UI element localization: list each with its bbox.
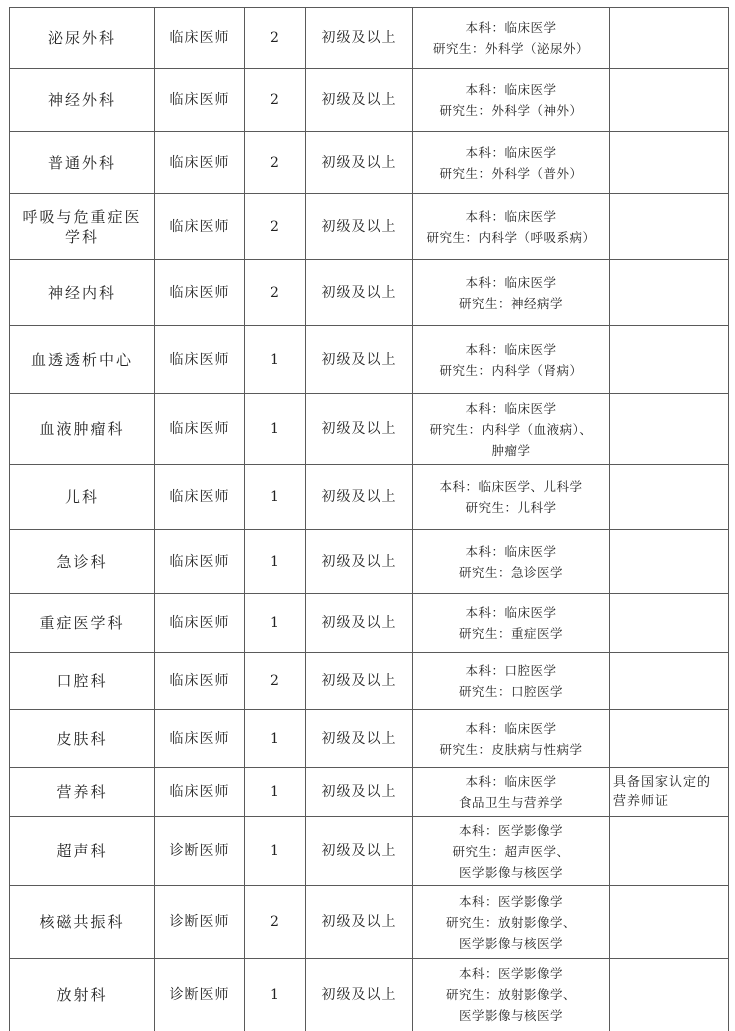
cell-text-line: 本科：口腔医学: [465, 663, 557, 678]
requirement-cell: [413, 530, 610, 594]
cell-text: 临床医师: [169, 553, 230, 570]
table-row: [10, 132, 729, 194]
cell-text-line: 核磁共振科: [39, 913, 125, 931]
position-cell: [155, 817, 245, 886]
cell-text: 诊断医师: [169, 986, 230, 1003]
cell-text-line: 研究生：急诊医学: [458, 564, 563, 580]
count-cell: [245, 8, 306, 69]
cell-text: 初级及以上: [321, 154, 397, 171]
cell-text-line: 血液肿瘤科: [39, 420, 125, 438]
position-cell: [155, 394, 245, 465]
cell-text: 临床医师: [169, 30, 230, 46]
table-row: [10, 8, 729, 69]
cell-text: 初级及以上: [321, 673, 397, 689]
department-cell: [10, 594, 155, 653]
cell-text-line: 研究生：神经病学: [458, 295, 563, 311]
count-cell: [245, 530, 306, 594]
note-cell: [610, 530, 729, 594]
cell-text-line: 本科：临床医学: [465, 274, 557, 290]
title-cell: [306, 69, 413, 132]
note-cell: [610, 465, 729, 530]
count-cell: [245, 768, 306, 817]
cell-text: 临床医师: [169, 784, 230, 800]
position-cell: [155, 594, 245, 653]
title-cell: [306, 594, 413, 653]
requirement-cell: [413, 194, 610, 260]
title-cell: [306, 326, 413, 394]
department-cell: [10, 326, 155, 394]
requirement-cell: [413, 8, 610, 69]
cell-text: 1: [270, 553, 280, 570]
table-row: [10, 394, 729, 465]
cell-text-line: 营养师证: [613, 794, 670, 809]
position-cell: [155, 768, 245, 817]
note-cell: [610, 817, 729, 886]
requirement-cell: [413, 69, 610, 132]
department-cell: [10, 260, 155, 326]
cell-text-line: 本科：医学影像学: [458, 966, 563, 982]
count-cell: [245, 194, 306, 260]
department-cell: [10, 465, 155, 530]
cell-text: 临床医师: [169, 351, 230, 368]
requirement-cell: [413, 710, 610, 768]
title-cell: [306, 530, 413, 594]
requirement-cell: [413, 394, 610, 465]
cell-text-line: 本科：临床医学: [465, 341, 557, 357]
count-cell: [245, 260, 306, 326]
cell-text-line: 医学影像与核医学: [458, 935, 563, 951]
title-cell: [306, 194, 413, 260]
cell-text: 1: [270, 986, 280, 1003]
cell-text-line: 本科：临床医学: [465, 20, 557, 35]
cell-text-line: 本科：临床医学: [465, 82, 557, 97]
title-cell: [306, 260, 413, 326]
table-row: [10, 465, 729, 530]
title-cell: [306, 768, 413, 817]
count-cell: [245, 394, 306, 465]
cell-text-line: 普通外科: [47, 153, 116, 172]
cell-text: 2: [270, 154, 280, 171]
note-cell: [610, 959, 729, 1031]
requirement-cell: [413, 260, 610, 326]
cell-text-line: 本科：临床医学: [465, 400, 557, 416]
cell-text: 临床医师: [169, 615, 230, 631]
note-cell: [610, 768, 729, 817]
table-row: [10, 594, 729, 653]
cell-text-line: 学科: [64, 227, 99, 246]
cell-text: 临床医师: [169, 489, 230, 505]
count-cell: [245, 653, 306, 710]
requirement-cell: [413, 959, 610, 1031]
table-row: [10, 194, 729, 260]
count-cell: [245, 132, 306, 194]
cell-text-line: 医学影像与核医学: [458, 1008, 563, 1024]
position-cell: [155, 959, 245, 1031]
note-cell: [610, 326, 729, 394]
requirement-cell: [413, 594, 610, 653]
note-cell: [610, 194, 729, 260]
position-cell: [155, 260, 245, 326]
department-cell: [10, 886, 155, 959]
department-cell: [10, 817, 155, 886]
cell-text: 初级及以上: [321, 489, 397, 505]
recruitment-table: [9, 7, 729, 1031]
note-cell: [610, 886, 729, 959]
department-cell: [10, 8, 155, 69]
department-cell: [10, 530, 155, 594]
cell-text-line: 具备国家认定的: [613, 775, 712, 790]
cell-text-line: 肿瘤学: [491, 442, 531, 458]
cell-text-line: 研究生：超声医学、: [452, 843, 570, 859]
cell-text-line: 研究生：放射影像学、: [445, 914, 576, 930]
position-cell: [155, 465, 245, 530]
cell-text: 临床医师: [169, 421, 230, 437]
cell-text-line: 本科：临床医学: [465, 208, 557, 224]
cell-text: 临床医师: [169, 92, 230, 108]
cell-text: 2: [270, 92, 280, 108]
cell-text: 初级及以上: [321, 553, 397, 570]
department-cell: [10, 132, 155, 194]
cell-text: 初级及以上: [321, 615, 397, 631]
cell-text-line: 神经内科: [47, 283, 116, 302]
cell-text-line: 本科：医学影像学: [458, 893, 563, 909]
table-row: [10, 530, 729, 594]
title-cell: [306, 394, 413, 465]
cell-text: 2: [270, 673, 280, 689]
table-row: [10, 886, 729, 959]
count-cell: [245, 710, 306, 768]
count-cell: [245, 594, 306, 653]
position-cell: [155, 132, 245, 194]
cell-text: 初级及以上: [321, 92, 397, 108]
cell-text: 2: [270, 30, 280, 46]
table-row: [10, 959, 729, 1031]
cell-text: 初级及以上: [321, 784, 397, 800]
title-cell: [306, 886, 413, 959]
cell-text-line: 本科：临床医学: [465, 605, 557, 620]
cell-text: 临床医师: [169, 154, 230, 171]
requirement-cell: [413, 886, 610, 959]
requirement-cell: [413, 326, 610, 394]
cell-text: 初级及以上: [321, 914, 397, 930]
cell-text-line: 研究生：内科学（血液病）、: [429, 421, 593, 437]
cell-text: 临床医师: [169, 284, 230, 301]
cell-text-line: 研究生：重症医学: [458, 626, 563, 641]
cell-text-line: 本科：临床医学: [465, 543, 557, 559]
cell-text-line: 本科：医学影像学: [458, 822, 563, 838]
note-cell: [610, 132, 729, 194]
table-row: [10, 260, 729, 326]
cell-text: 诊断医师: [169, 843, 230, 859]
cell-text: 初级及以上: [321, 421, 397, 437]
cell-text-line: 研究生：内科学（呼吸系病）: [426, 229, 596, 245]
department-cell: [10, 394, 155, 465]
cell-text: 初级及以上: [321, 843, 397, 859]
note-cell: [610, 653, 729, 710]
cell-text-line: 泌尿外科: [47, 29, 116, 47]
cell-text: 临床医师: [169, 730, 230, 747]
cell-text-line: 放射科: [56, 985, 108, 1004]
requirement-cell: [413, 132, 610, 194]
cell-text-line: 重症医学科: [39, 614, 125, 632]
note-cell: [610, 394, 729, 465]
title-cell: [306, 710, 413, 768]
count-cell: [245, 817, 306, 886]
cell-text: 1: [270, 784, 280, 800]
cell-text: 初级及以上: [321, 30, 397, 46]
cell-text-line: 急诊科: [56, 552, 108, 571]
cell-text-line: 研究生：儿科学: [465, 500, 557, 515]
count-cell: [245, 886, 306, 959]
cell-text: 临床医师: [169, 673, 230, 689]
department-cell: [10, 194, 155, 260]
cell-text: 2: [270, 284, 280, 301]
cell-text: 1: [270, 843, 280, 859]
cell-text-line: 皮肤科: [56, 729, 108, 748]
requirement-cell: [413, 465, 610, 530]
cell-text-line: 食品卫生与营养学: [458, 795, 563, 810]
cell-text: 1: [270, 421, 280, 437]
cell-text-line: 研究生：内科学（肾病）: [439, 362, 583, 378]
position-cell: [155, 710, 245, 768]
cell-text-line: 本科：临床医学: [465, 774, 557, 789]
title-cell: [306, 959, 413, 1031]
cell-text-line: 研究生：放射影像学、: [445, 987, 576, 1003]
note-cell: [610, 710, 729, 768]
cell-text-line: 研究生：皮肤病与性病学: [439, 741, 583, 757]
cell-text: 初级及以上: [321, 351, 397, 368]
cell-text: 诊断医师: [169, 914, 230, 930]
department-cell: [10, 959, 155, 1031]
position-cell: [155, 886, 245, 959]
department-cell: [10, 653, 155, 710]
note-cell: [610, 8, 729, 69]
cell-text: 初级及以上: [321, 730, 397, 747]
table-row: [10, 653, 729, 710]
table-body: [10, 8, 729, 1031]
cell-text: 1: [270, 730, 280, 747]
position-cell: [155, 8, 245, 69]
cell-text-line: 研究生：口腔医学: [458, 684, 563, 699]
cell-text: 临床医师: [169, 218, 230, 235]
count-cell: [245, 69, 306, 132]
cell-text-line: 神经外科: [47, 91, 116, 109]
position-cell: [155, 326, 245, 394]
cell-text: 2: [270, 218, 280, 235]
cell-text: 1: [270, 615, 280, 631]
note-cell: [610, 260, 729, 326]
count-cell: [245, 465, 306, 530]
cell-text-line: 超声科: [56, 842, 108, 860]
requirement-cell: [413, 768, 610, 817]
cell-text-line: 本科：临床医学: [465, 720, 557, 736]
department-cell: [10, 768, 155, 817]
title-cell: [306, 8, 413, 69]
count-cell: [245, 326, 306, 394]
note-cell: [610, 594, 729, 653]
table-row: [10, 768, 729, 817]
title-cell: [306, 132, 413, 194]
cell-text-line: 儿科: [64, 488, 99, 506]
table-row: [10, 326, 729, 394]
cell-text-line: 研究生：外科学（神外）: [439, 103, 583, 118]
cell-text: 1: [270, 351, 280, 368]
position-cell: [155, 194, 245, 260]
table-row: [10, 69, 729, 132]
table-row: [10, 710, 729, 768]
position-cell: [155, 69, 245, 132]
cell-text-line: 血透透析中心: [30, 350, 133, 369]
position-cell: [155, 530, 245, 594]
cell-text: 2: [270, 914, 280, 930]
table-row: [10, 817, 729, 886]
requirement-cell: [413, 817, 610, 886]
cell-text-line: 口腔科: [56, 672, 108, 690]
requirement-cell: [413, 653, 610, 710]
cell-text: 初级及以上: [321, 218, 397, 235]
cell-text-line: 本科：临床医学: [465, 144, 557, 160]
title-cell: [306, 465, 413, 530]
cell-text-line: 营养科: [56, 783, 108, 801]
cell-text: 1: [270, 489, 280, 505]
cell-text-line: 医学影像与核医学: [458, 864, 563, 880]
title-cell: [306, 817, 413, 886]
cell-text-line: 研究生：外科学（普外）: [439, 165, 583, 181]
department-cell: [10, 69, 155, 132]
position-cell: [155, 653, 245, 710]
title-cell: [306, 653, 413, 710]
cell-text: 初级及以上: [321, 284, 397, 301]
note-cell: [610, 69, 729, 132]
cell-text-line: 呼吸与危重症医: [22, 207, 142, 226]
cell-text: 初级及以上: [321, 986, 397, 1003]
department-cell: [10, 710, 155, 768]
cell-text-line: 本科：临床医学、儿科学: [439, 479, 583, 494]
cell-text-line: 研究生：外科学（泌尿外）: [432, 41, 589, 56]
count-cell: [245, 959, 306, 1031]
